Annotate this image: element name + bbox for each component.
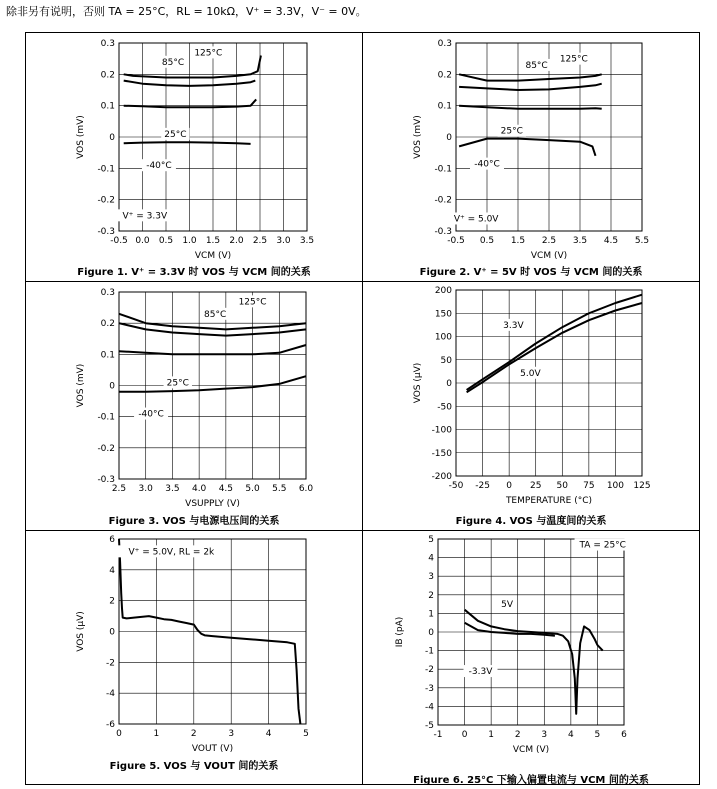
y-tick-label: 0 — [109, 381, 115, 392]
y-tick-label: -0.2 — [97, 195, 115, 206]
chart-fig1-svg — [26, 33, 364, 263]
x-tick-label: 5.5 — [634, 236, 650, 246]
annotation-label: 3.3V — [503, 320, 524, 331]
y-tick-label: -0.1 — [97, 412, 115, 423]
y-tick-label: 200 — [434, 286, 452, 296]
annotation-label: -40°C — [138, 409, 164, 420]
x-tick-label: 4.0 — [191, 484, 207, 494]
series-line--40°C — [119, 376, 306, 392]
x-tick-label: 2.5 — [541, 236, 557, 246]
y-tick-label: -50 — [437, 402, 452, 413]
figure-4-caption: Figure 4. VOS 与温度间的关系 — [455, 516, 607, 527]
y-tick-label: -100 — [431, 425, 452, 436]
annotation — [159, 56, 187, 68]
y-tick-label: -0.1 — [97, 164, 115, 175]
chart-fig3-svg — [26, 282, 364, 512]
y-tick-label: -2 — [425, 665, 434, 676]
annotation-label: V⁺ = 3.3V — [122, 211, 168, 222]
y-tick-label: -0.2 — [434, 195, 452, 206]
x-axis-label: VOUT (V) — [191, 744, 234, 754]
x-tick-label: 0 — [461, 730, 468, 740]
x-tick-label: 0.0 — [135, 236, 150, 246]
y-tick-label: 0.3 — [100, 39, 115, 49]
annotation — [498, 125, 526, 137]
annotation-label: 85°C — [525, 60, 548, 71]
figure-6-panel — [362, 530, 700, 785]
annotation-label: 125°C — [238, 297, 267, 308]
x-tick-label: 0 — [116, 729, 122, 739]
annotation — [557, 53, 591, 65]
x-tick-label: 5 — [303, 729, 309, 739]
annotation-label: 25°C — [164, 129, 187, 140]
x-tick-label: 2 — [190, 729, 197, 739]
annotation — [164, 376, 192, 388]
figure-4-panel — [362, 281, 700, 531]
annotation-label: 25°C — [500, 126, 523, 137]
x-axis-label: VCM (V) — [194, 251, 232, 261]
figure-1-panel — [25, 32, 363, 282]
figure-2-panel — [362, 32, 700, 282]
annotation — [470, 158, 504, 170]
annotation — [498, 598, 515, 610]
annotation — [118, 545, 225, 557]
y-tick-label: -2 — [106, 658, 115, 669]
x-tick-label: 4 — [265, 729, 272, 739]
annotation — [464, 665, 498, 677]
x-tick-label: 3 — [541, 730, 548, 740]
series-line--40°C — [459, 139, 595, 156]
annotation — [575, 539, 631, 551]
y-tick-label: 2 — [428, 590, 434, 601]
y-tick-label: 5 — [428, 535, 434, 545]
figure-6-caption: Figure 6. 25°C 下输入偏置电流与 VCM 间的关系 — [413, 775, 649, 786]
figure-3-caption: Figure 3. VOS 与电源电压间的关系 — [108, 516, 280, 527]
y-axis-label: VOS (µV) — [76, 611, 86, 652]
x-tick-label: 4 — [567, 730, 574, 740]
y-axis-label: IB (pA) — [395, 616, 405, 648]
series-line-25°C — [119, 345, 306, 354]
y-tick-label: 6 — [109, 535, 115, 545]
x-axis-label: TEMPERATURE (°C) — [505, 496, 593, 506]
x-tick-label: 5.0 — [245, 484, 260, 494]
x-tick-label: 2.0 — [229, 236, 244, 246]
y-tick-label: -1 — [425, 646, 434, 657]
y-tick-label: -0.2 — [97, 443, 115, 454]
y-tick-label: 0.1 — [100, 350, 115, 361]
x-tick-label: -50 — [448, 481, 464, 491]
y-tick-label: 100 — [434, 332, 452, 343]
y-axis-label: VOS (mV) — [76, 363, 86, 408]
x-tick-label: -0.5 — [110, 236, 128, 246]
y-axis-label: VOS (mV) — [413, 115, 423, 159]
chart-fig4-svg — [363, 282, 701, 512]
y-tick-label: 2 — [109, 596, 115, 607]
y-tick-label: -4 — [425, 702, 434, 713]
x-tick-label: 1.5 — [510, 236, 526, 246]
y-tick-label: -4 — [106, 689, 115, 700]
annotation — [161, 128, 189, 140]
annotation-label: -40°C — [146, 161, 172, 172]
annotation — [142, 159, 176, 171]
y-tick-label: 0.1 — [437, 101, 452, 112]
x-tick-label: 1.0 — [182, 236, 197, 246]
x-tick-label: 3.0 — [276, 236, 291, 246]
annotation-label: 85°C — [161, 57, 185, 68]
series-line-125°C — [459, 74, 602, 80]
x-tick-label: 5 — [594, 730, 601, 740]
x-tick-label: 1.5 — [205, 236, 221, 246]
figure-5-caption: Figure 5. VOS 与 VOUT 间的关系 — [109, 761, 279, 772]
x-tick-label: -1 — [433, 730, 443, 740]
conditions-header: 除非另有说明，否则 TA = 25°C，RL = 10kΩ，V⁺ = 3.3V，V⁻ = 0V。 — [6, 5, 367, 18]
y-tick-label: 0 — [446, 379, 452, 389]
y-tick-label: -0.3 — [434, 227, 452, 237]
x-tick-label: 125 — [633, 481, 651, 491]
annotation-label: TA = 25°C — [579, 540, 626, 551]
x-tick-label: 2.5 — [252, 236, 268, 246]
annotation — [134, 408, 168, 420]
series-line-85°C — [459, 84, 602, 90]
y-tick-label: -0.1 — [434, 164, 452, 175]
y-tick-label: 0 — [109, 627, 115, 638]
series-line-25°C — [459, 106, 602, 109]
annotation — [236, 295, 270, 307]
x-tick-label: 1 — [488, 730, 495, 740]
y-tick-label: 0.2 — [100, 319, 115, 330]
annotation-label: 85°C — [204, 309, 227, 320]
y-tick-label: 1 — [428, 609, 434, 620]
x-tick-label: -25 — [475, 481, 490, 491]
y-tick-label: 0.3 — [100, 288, 115, 298]
y-tick-label: 150 — [434, 309, 452, 320]
annotation-label: 125°C — [194, 48, 223, 59]
y-tick-label: -0.3 — [97, 227, 115, 237]
x-tick-label: 3 — [228, 729, 235, 739]
x-tick-label: 5.5 — [272, 484, 287, 494]
y-tick-label: -0.3 — [97, 475, 115, 485]
annotation — [522, 59, 550, 71]
x-tick-label: 2 — [514, 730, 521, 740]
x-tick-label: 0 — [506, 481, 513, 491]
annotation-label: 25°C — [166, 378, 189, 389]
x-tick-label: 75 — [583, 481, 595, 491]
x-axis-label: VCM (V) — [530, 251, 568, 261]
chart-fig6-svg — [363, 531, 701, 771]
y-tick-label: 0 — [109, 133, 115, 143]
x-tick-label: 4.5 — [603, 236, 619, 246]
x-tick-label: 3.5 — [299, 236, 315, 246]
x-tick-label: 50 — [556, 481, 569, 491]
x-tick-label: 1 — [153, 729, 160, 739]
x-tick-label: 4.5 — [218, 484, 234, 494]
y-tick-label: 50 — [440, 355, 452, 366]
x-axis-label: VCM (V) — [512, 745, 550, 755]
figure-2-caption: Figure 2. V⁺ = 5V 时 VOS 与 VCM 间的关系 — [419, 267, 643, 278]
x-tick-label: 3.0 — [138, 484, 153, 494]
y-tick-label: 4 — [428, 553, 434, 564]
annotation — [516, 367, 544, 379]
x-tick-label: 2.5 — [111, 484, 127, 494]
x-tick-label: 6.0 — [298, 484, 314, 494]
y-axis-label: VOS (mV) — [76, 115, 86, 159]
y-tick-label: -5 — [425, 721, 434, 731]
y-tick-label: -200 — [431, 472, 452, 482]
y-tick-label: 3 — [428, 572, 434, 583]
annotation — [499, 319, 527, 331]
y-tick-label: 0.3 — [437, 39, 452, 49]
annotation-label: 5.0V — [520, 368, 541, 379]
annotation — [448, 212, 504, 224]
x-tick-label: 6 — [621, 730, 627, 740]
x-tick-label: 0.5 — [158, 236, 174, 246]
annotation-label: -3.3V — [468, 667, 493, 678]
x-tick-label: 25 — [529, 481, 542, 491]
x-tick-label: 0.5 — [479, 236, 495, 246]
y-tick-label: 0.1 — [100, 101, 115, 112]
y-tick-label: 0.2 — [437, 70, 452, 81]
annotation-label: V⁺ = 5.0V, RL = 2k — [128, 547, 215, 558]
x-tick-label: 3.5 — [572, 236, 588, 246]
figure-1-caption: Figure 1. V⁺ = 3.3V 时 VOS 与 VCM 间的关系 — [77, 267, 311, 278]
y-tick-label: -150 — [431, 448, 452, 459]
annotation-label: 5V — [501, 600, 514, 611]
annotation-label: -40°C — [474, 159, 500, 170]
y-tick-label: -6 — [106, 720, 115, 730]
annotation — [201, 308, 229, 320]
y-tick-label: 0 — [428, 628, 434, 638]
y-tick-label: 0.2 — [100, 70, 115, 81]
y-tick-label: -3 — [425, 683, 434, 694]
annotation-label: V⁺ = 5.0V — [453, 214, 499, 225]
figure-5-panel — [25, 530, 363, 785]
x-tick-label: 100 — [606, 481, 625, 491]
y-axis-label: VOS (µV) — [413, 362, 423, 404]
annotation — [117, 209, 173, 221]
x-tick-label: 3.5 — [165, 484, 180, 494]
figure-3-panel — [25, 281, 363, 531]
annotation — [191, 46, 225, 58]
series-line-5V — [465, 610, 603, 714]
chart-fig5-svg — [26, 531, 364, 757]
y-tick-label: 0 — [446, 133, 452, 143]
x-tick-label: -0.5 — [447, 236, 465, 246]
annotation-label: 125°C — [559, 54, 588, 65]
x-axis-label: VSUPPLY (V) — [185, 499, 240, 509]
y-tick-label: 4 — [109, 565, 115, 576]
chart-fig2-svg — [363, 33, 701, 263]
